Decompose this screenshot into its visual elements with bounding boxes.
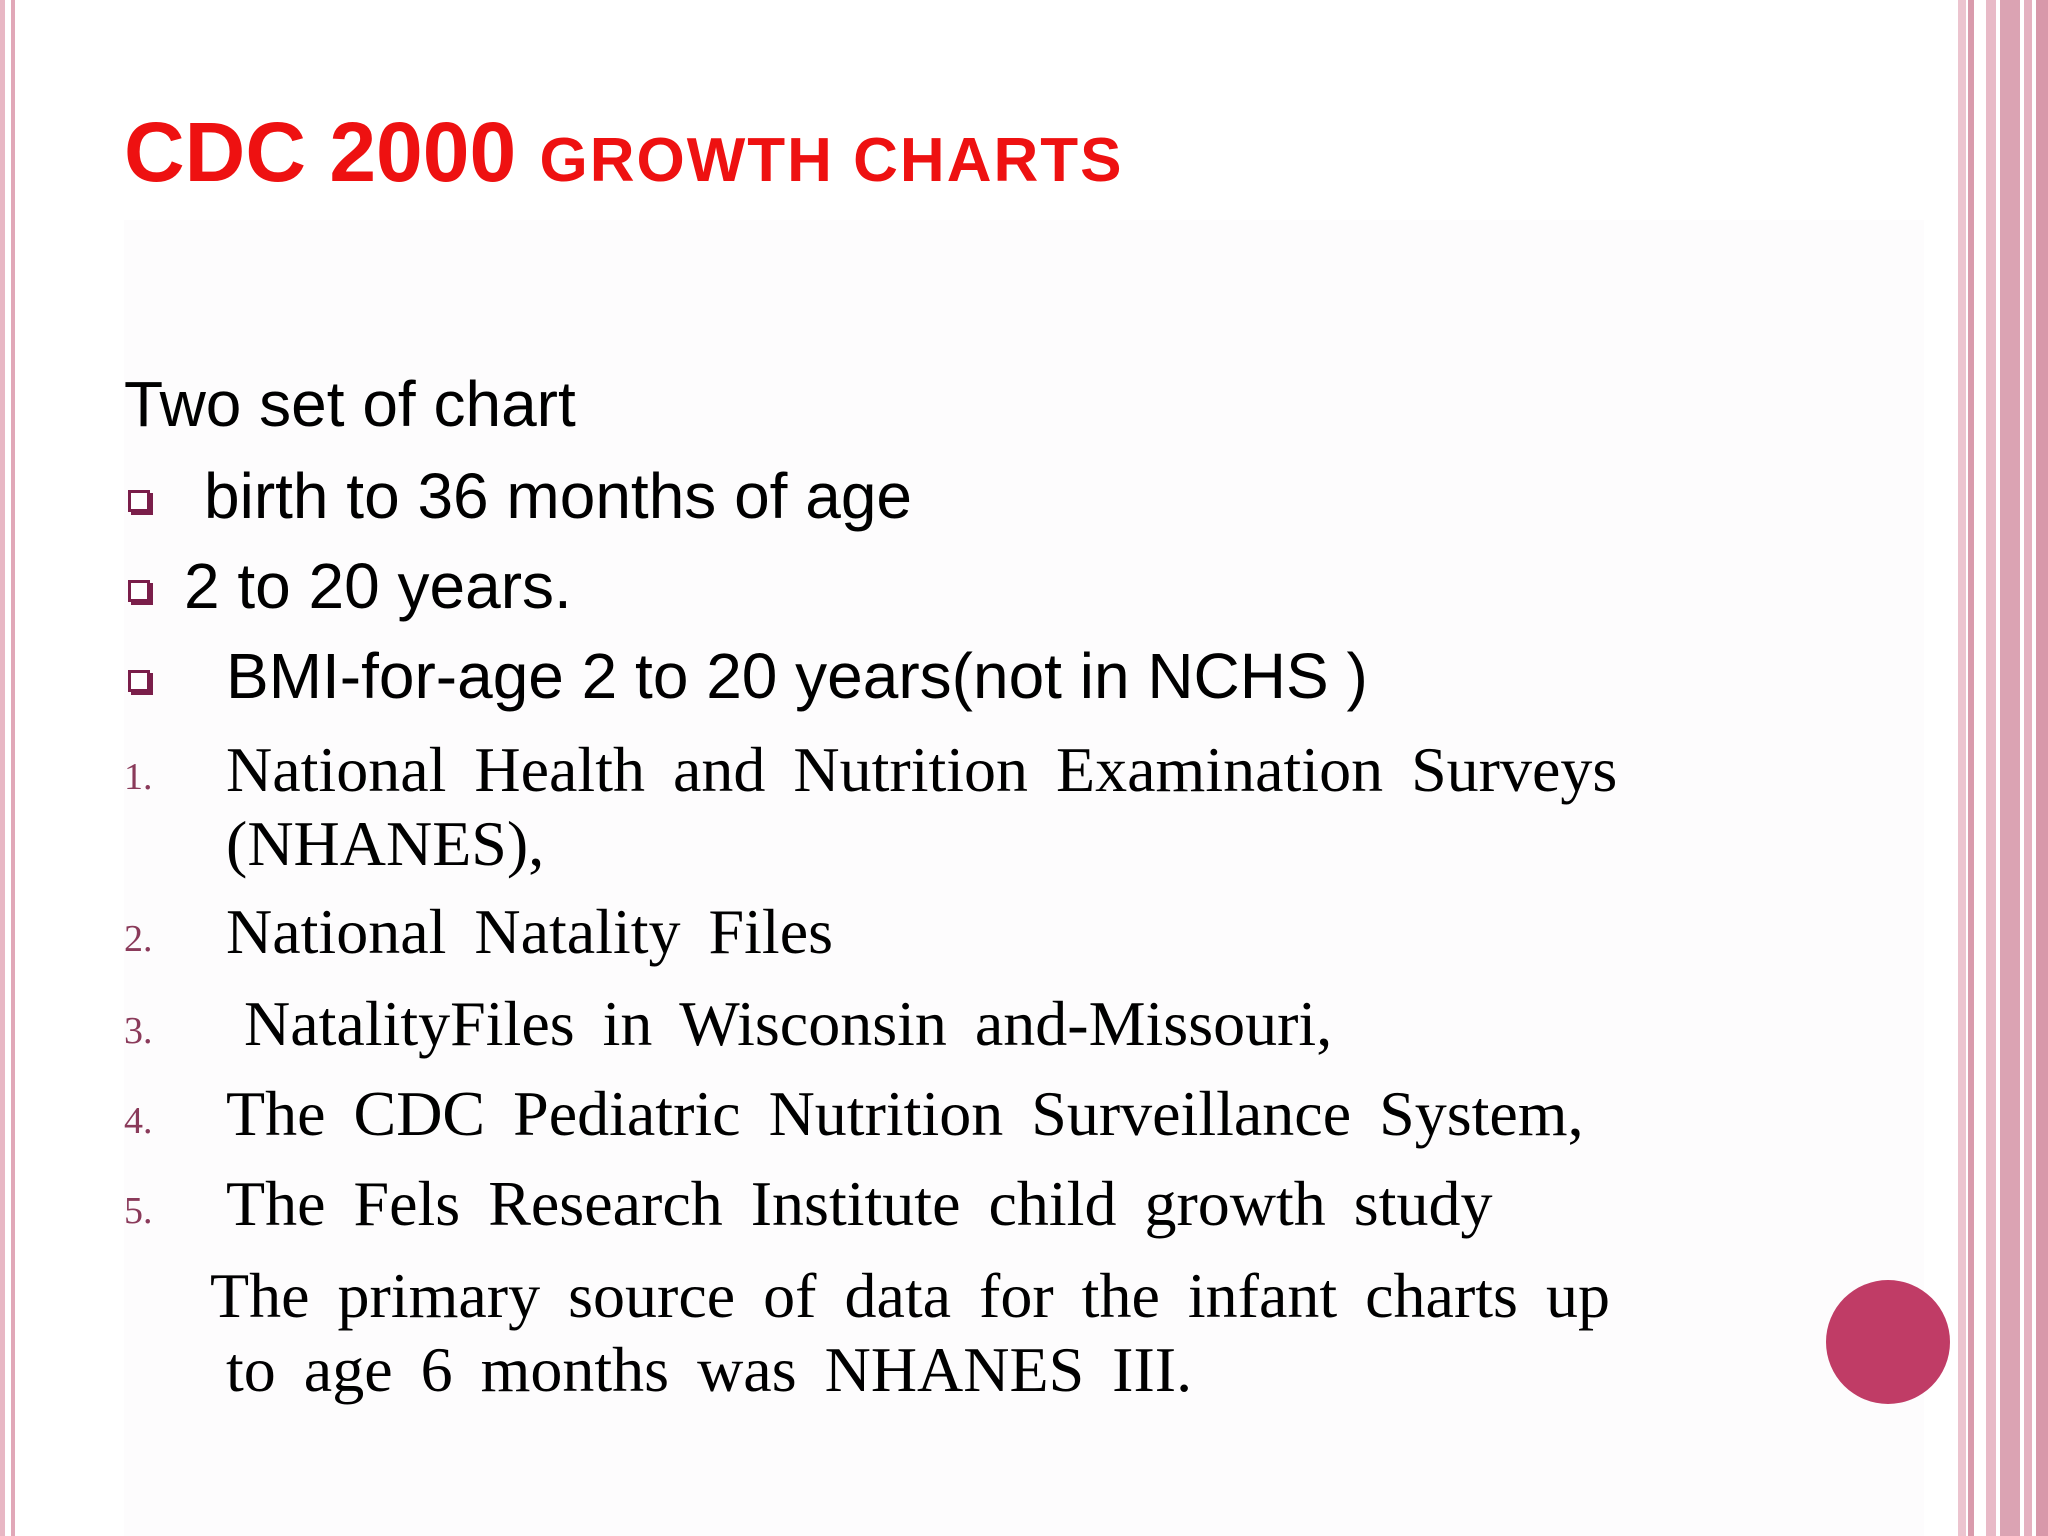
bullet-item: 2 to 20 years.: [184, 550, 572, 622]
right-border-stripe: [2024, 0, 2032, 1536]
list-item-continuation: (NHANES),: [226, 808, 545, 879]
left-border-line-inner: [11, 0, 15, 1536]
right-border-stripe: [1986, 0, 1996, 1536]
list-number: 4.: [124, 1100, 153, 1142]
right-border-stripe: [1958, 0, 1966, 1536]
intro-text: Two set of chart: [124, 368, 576, 440]
list-number: 1.: [124, 756, 153, 798]
slide-title: [124, 105, 1124, 199]
square-bullet-icon: [128, 670, 150, 692]
list-number: 2.: [124, 918, 153, 960]
list-item: The CDC Pediatric Nutrition Surveillance System,: [226, 1078, 1584, 1149]
closing-text-continuation: to age 6 months was NHANES III.: [226, 1334, 1193, 1405]
bullet-item: birth to 36 months of age: [204, 460, 912, 532]
left-border-line: [0, 0, 5, 1536]
list-number: 3.: [124, 1010, 153, 1052]
right-border-stripe: [2000, 0, 2020, 1536]
title-part-2: GROWTH CHARTS: [539, 126, 1124, 195]
closing-text: The primary source of data for the infant charts up: [210, 1260, 1610, 1331]
right-border-stripe: [1968, 0, 1974, 1536]
list-item: National Health and Nutrition Examination Surveys: [226, 734, 1618, 805]
list-item: NatalityFiles in Wisconsin and-Missouri,: [244, 988, 1333, 1059]
list-number: 5.: [124, 1190, 153, 1232]
square-bullet-icon: [128, 580, 150, 602]
right-border-stripe: [2036, 0, 2048, 1536]
decorative-circle: [1826, 1280, 1950, 1404]
square-bullet-icon: [128, 490, 150, 512]
list-item: The Fels Research Institute child growth study: [226, 1168, 1493, 1239]
title-part-1: CDC 2000: [124, 105, 540, 199]
list-item: National Natality Files: [226, 896, 833, 967]
bullet-item: BMI-for-age 2 to 20 years(not in NCHS ): [226, 640, 1368, 712]
